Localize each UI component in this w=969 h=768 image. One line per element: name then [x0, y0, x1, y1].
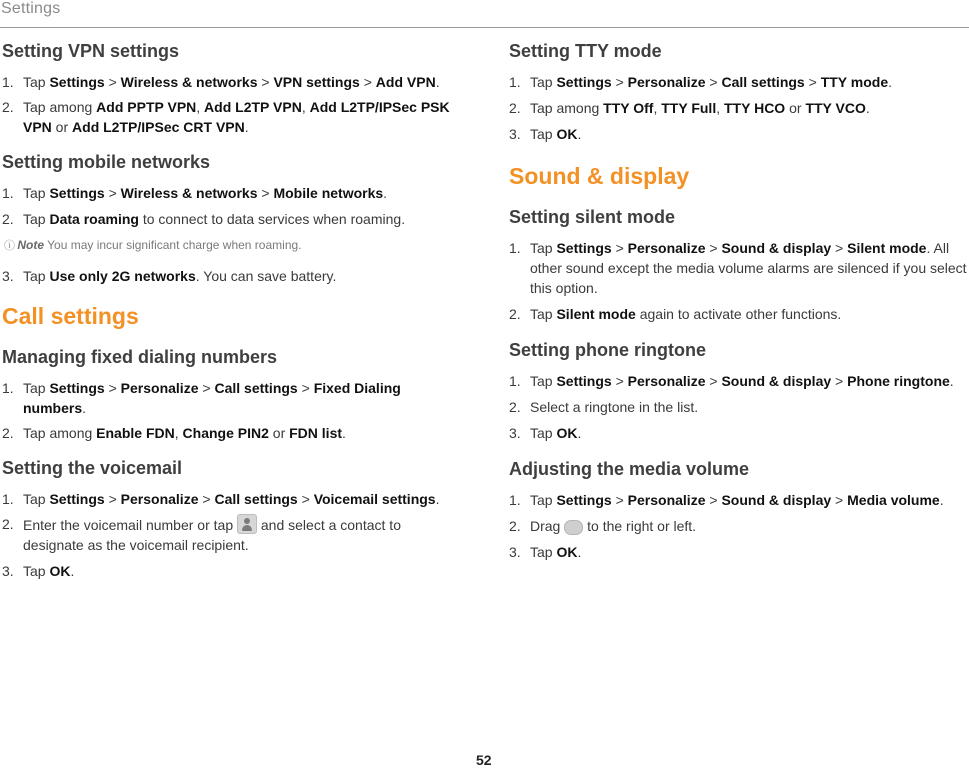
- punctuation: .: [888, 74, 892, 90]
- step-text: Tap: [530, 373, 557, 389]
- punctuation: .: [244, 119, 249, 135]
- silent-step-1: [509, 238, 967, 298]
- option-add-l2tp-ipsec-psk-vpn: Add L2TP/IPSec PSK VPN: [23, 99, 450, 135]
- vpn-step-2: [2, 97, 462, 137]
- separator: >: [705, 373, 722, 389]
- step-text: Tap: [530, 425, 557, 441]
- mobile-step-2: [2, 209, 462, 229]
- heading-sound-display: Sound & display: [509, 163, 690, 189]
- step-number: 3.: [2, 268, 14, 284]
- heading-silent-mode: Setting silent mode: [509, 207, 676, 227]
- separator: >: [705, 240, 722, 256]
- separator: >: [104, 491, 121, 507]
- menu-call-settings: Call settings: [214, 380, 298, 396]
- separator: >: [831, 240, 848, 256]
- option-add-pptp-vpn: Add PPTP VPN: [96, 99, 197, 115]
- page-header: [0, 0, 969, 28]
- option-ok: OK: [556, 544, 578, 560]
- step-text: Tap: [530, 492, 557, 508]
- separator: ,: [653, 100, 662, 116]
- step-number: 3.: [509, 544, 521, 560]
- separator: ,: [301, 99, 310, 115]
- mobile-step-1: [2, 183, 462, 203]
- step-text: again to activate other functions.: [635, 306, 842, 322]
- option-data-roaming: Data roaming: [49, 211, 139, 227]
- step-text: Select a ringtone in the list.: [530, 399, 699, 415]
- step-text: Tap: [23, 268, 50, 284]
- separator: or: [268, 425, 290, 441]
- punctuation: .: [383, 185, 388, 201]
- menu-media-volume: Media volume: [847, 492, 940, 508]
- step-number: 2.: [2, 211, 14, 227]
- separator: >: [359, 74, 376, 90]
- menu-voicemail-settings: Voicemail settings: [313, 491, 436, 507]
- menu-settings: Settings: [556, 240, 612, 256]
- menu-settings: Settings: [49, 491, 105, 507]
- separator: or: [51, 119, 73, 135]
- menu-settings: Settings: [556, 492, 612, 508]
- step-number: 3.: [2, 563, 14, 579]
- step-number: 1.: [2, 380, 14, 396]
- separator: >: [705, 74, 722, 90]
- option-tty-vco: TTY VCO: [805, 100, 866, 116]
- voicemail-step-3: [2, 561, 462, 581]
- menu-wireless-networks: Wireless & networks: [120, 74, 258, 90]
- tty-step-2: [509, 98, 967, 118]
- heading-mobile-networks: Setting mobile networks: [2, 152, 211, 172]
- heading-vpn: Setting VPN settings: [2, 41, 180, 61]
- step-number: 1.: [2, 185, 14, 201]
- heading-media-volume: Adjusting the media volume: [509, 459, 750, 479]
- option-tty-full: TTY Full: [661, 100, 717, 116]
- menu-call-settings: Call settings: [721, 74, 805, 90]
- separator: or: [785, 100, 806, 116]
- heading-phone-ringtone: Setting phone ringtone: [509, 340, 706, 360]
- step-text: Enter the voicemail number or tap: [23, 517, 237, 533]
- step-number: 2.: [509, 518, 521, 534]
- menu-personalize: Personalize: [627, 373, 706, 389]
- punctuation: .: [435, 491, 440, 507]
- menu-personalize: Personalize: [120, 491, 199, 507]
- step-number: 2.: [509, 100, 521, 116]
- separator: >: [611, 492, 628, 508]
- menu-sound-display: Sound & display: [721, 373, 832, 389]
- separator: >: [104, 380, 121, 396]
- step-number: 1.: [2, 491, 14, 507]
- voicemail-step-1: [2, 489, 462, 509]
- step-text: Tap: [530, 544, 557, 560]
- step-text: . All other sound except the media volume alarms are silenced if you select this option.: [530, 240, 967, 296]
- step-number: 3.: [509, 425, 521, 441]
- option-fdn-list: FDN list: [289, 425, 343, 441]
- menu-sound-display: Sound & display: [721, 240, 832, 256]
- punctuation: .: [577, 544, 582, 560]
- separator: ,: [716, 100, 724, 116]
- step-number: 2.: [509, 306, 521, 322]
- separator: >: [297, 491, 314, 507]
- vpn-step-1: [2, 72, 462, 92]
- punctuation: .: [577, 126, 582, 142]
- option-change-pin2: Change PIN2: [182, 425, 269, 441]
- step-number: 1.: [2, 74, 14, 90]
- step-number: 1.: [509, 373, 521, 389]
- step-text: . You can save battery.: [195, 268, 337, 284]
- menu-personalize: Personalize: [120, 380, 199, 396]
- mobile-step-3: [2, 266, 462, 286]
- right-column: [509, 40, 967, 562]
- slider-knob-icon: [564, 520, 583, 535]
- heading-tty-mode: Setting TTY mode: [509, 41, 662, 61]
- option-ok: OK: [556, 425, 578, 441]
- step-number: 3.: [509, 126, 521, 142]
- separator: >: [198, 491, 215, 507]
- step-text: Tap among: [530, 100, 604, 116]
- menu-settings: Settings: [49, 380, 105, 396]
- step-number: 2.: [2, 516, 14, 532]
- separator: >: [705, 492, 722, 508]
- menu-wireless-networks: Wireless & networks: [120, 185, 258, 201]
- media-step-3: [509, 542, 967, 562]
- separator: ,: [196, 99, 205, 115]
- separator: >: [297, 380, 314, 396]
- step-text: Tap: [530, 126, 557, 142]
- ringtone-step-1: [509, 371, 967, 391]
- separator: >: [611, 74, 628, 90]
- menu-phone-ringtone: Phone ringtone: [847, 373, 950, 389]
- heading-voicemail: Setting the voicemail: [2, 458, 183, 478]
- menu-settings: Settings: [556, 373, 612, 389]
- menu-vpn-settings: VPN settings: [273, 74, 360, 90]
- info-icon: ⓘ: [4, 240, 15, 252]
- option-ok: OK: [49, 563, 71, 579]
- separator: >: [831, 373, 848, 389]
- separator: >: [611, 373, 628, 389]
- option-use-only-2g: Use only 2G networks: [49, 268, 196, 284]
- step-text: Tap: [23, 211, 50, 227]
- silent-step-2: [509, 304, 967, 324]
- ringtone-step-2: [509, 397, 967, 417]
- step-text: Tap: [530, 240, 557, 256]
- menu-personalize: Personalize: [627, 492, 706, 508]
- punctuation: .: [939, 492, 944, 508]
- left-column: [2, 40, 462, 581]
- punctuation: .: [865, 100, 870, 116]
- heading-call-settings: Call settings: [2, 303, 139, 329]
- menu-settings: Settings: [556, 74, 612, 90]
- step-number: 2.: [2, 99, 14, 115]
- separator: >: [198, 380, 215, 396]
- note-text: You may incur significant charge when roaming.: [44, 238, 302, 252]
- step-text: to connect to data services when roaming.: [138, 211, 406, 227]
- tty-step-3: [509, 124, 967, 144]
- menu-personalize: Personalize: [627, 74, 706, 90]
- punctuation: .: [342, 425, 346, 441]
- punctuation: .: [82, 400, 87, 416]
- tty-step-1: [509, 72, 967, 92]
- step-text: Tap among: [23, 99, 97, 115]
- step-text: Tap among: [23, 425, 97, 441]
- option-tty-hco: TTY HCO: [724, 100, 786, 116]
- option-add-l2tp-ipsec-crt-vpn: Add L2TP/IPSec CRT VPN: [72, 119, 245, 135]
- menu-settings: Settings: [49, 74, 105, 90]
- media-step-2: [509, 516, 967, 536]
- menu-fixed-dialing-numbers: Fixed Dialing numbers: [23, 380, 401, 416]
- heading-fixed-dialing: Managing fixed dialing numbers: [2, 347, 278, 367]
- step-number: 1.: [509, 492, 521, 508]
- separator: ,: [174, 425, 183, 441]
- header-title: Settings: [1, 0, 61, 17]
- separator: >: [104, 185, 121, 201]
- menu-sound-display: Sound & display: [721, 492, 832, 508]
- menu-tty-mode: TTY mode: [820, 74, 889, 90]
- step-text: Tap: [23, 380, 50, 396]
- option-ok: OK: [556, 126, 578, 142]
- punctuation: .: [435, 74, 440, 90]
- option-add-l2tp-vpn: Add L2TP VPN: [204, 99, 302, 115]
- option-tty-off: TTY Off: [603, 100, 654, 116]
- step-text: Tap: [23, 491, 50, 507]
- voicemail-step-2: [2, 514, 462, 555]
- fdn-step-1: [2, 378, 462, 418]
- punctuation: .: [949, 373, 954, 389]
- separator: >: [257, 185, 274, 201]
- menu-call-settings: Call settings: [214, 491, 298, 507]
- menu-settings: Settings: [49, 185, 105, 201]
- step-text: and select a contact to designate as the voicemail recipient.: [23, 517, 401, 553]
- contact-icon: [237, 514, 257, 534]
- option-enable-fdn: Enable FDN: [96, 425, 175, 441]
- separator: >: [611, 240, 628, 256]
- step-number: 1.: [509, 240, 521, 256]
- separator: >: [831, 492, 848, 508]
- step-text: Tap: [23, 74, 50, 90]
- menu-mobile-networks: Mobile networks: [273, 185, 384, 201]
- step-text: Tap: [23, 563, 50, 579]
- note-label: Note: [17, 238, 45, 252]
- step-text: Drag: [530, 518, 565, 534]
- separator: >: [104, 74, 121, 90]
- note-roaming: [2, 237, 462, 254]
- punctuation: .: [577, 425, 582, 441]
- option-silent-mode: Silent mode: [556, 306, 636, 322]
- separator: >: [804, 74, 821, 90]
- step-text: Tap: [530, 74, 557, 90]
- punctuation: .: [70, 563, 75, 579]
- menu-add-vpn: Add VPN: [375, 74, 436, 90]
- step-text: to the right or left.: [583, 518, 697, 534]
- step-number: 2.: [2, 425, 14, 441]
- step-number: 2.: [509, 399, 521, 415]
- media-step-1: [509, 490, 967, 510]
- separator: >: [257, 74, 274, 90]
- step-text: Tap: [23, 185, 50, 201]
- step-text: Tap: [530, 306, 557, 322]
- page-number: 52: [476, 752, 492, 768]
- step-number: 1.: [509, 74, 521, 90]
- menu-personalize: Personalize: [627, 240, 706, 256]
- fdn-step-2: [2, 423, 462, 443]
- ringtone-step-3: [509, 423, 967, 443]
- menu-silent-mode: Silent mode: [847, 240, 927, 256]
